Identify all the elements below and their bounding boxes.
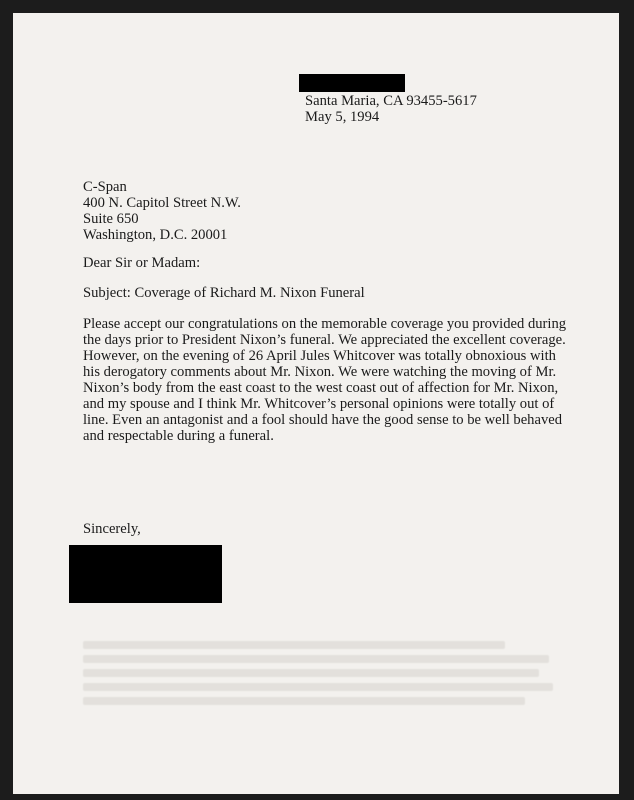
show-through-line [83,669,539,677]
recipient-line: Suite 650 [83,211,139,227]
body-line: the days prior to President Nixon’s funeral. We appreciated the excellent coverage. [83,332,566,348]
salutation: Dear Sir or Madam: [83,255,201,271]
recipient-line: C-Span [83,179,127,195]
subject-line: Subject: Coverage of Richard M. Nixon Funeral [83,285,365,301]
show-through-line [83,655,549,663]
body-line: However, on the evening of 26 April Jules Whitcover was totally obnoxious with [83,348,556,364]
show-through-line [83,641,505,649]
recipient-line: Washington, D.C. 20001 [83,227,228,243]
redacted-sender-name [299,74,405,92]
body-line: Please accept our congratulations on the memorable coverage you provided during [83,316,567,332]
body-line: and respectable during a funeral. [83,428,274,444]
body-line: Nixon’s body from the east coast to the west coast out of affection for Mr. Nixon, [83,380,559,396]
letter-page [13,13,619,794]
closing: Sincerely, [83,521,141,537]
letter-date: May 5, 1994 [305,109,380,125]
show-through-text [83,635,563,705]
show-through-line [83,683,553,691]
sender-address [305,93,477,125]
body-line: line. Even an antagonist and a fool should have the good sense to be well behaved [83,412,563,428]
body-line: his derogatory comments about Mr. Nixon. We were watching the moving of Mr. [83,364,557,380]
body-line: and my spouse and I think Mr. Whitcover’s personal opinions were totally out of [83,396,555,412]
sender-city-line: Santa Maria, CA 93455-5617 [305,93,477,109]
recipient-address [83,179,241,243]
redacted-signature [69,545,222,603]
show-through-line [83,697,525,705]
recipient-line: 400 N. Capitol Street N.W. [83,195,241,211]
letter-body [83,316,567,444]
